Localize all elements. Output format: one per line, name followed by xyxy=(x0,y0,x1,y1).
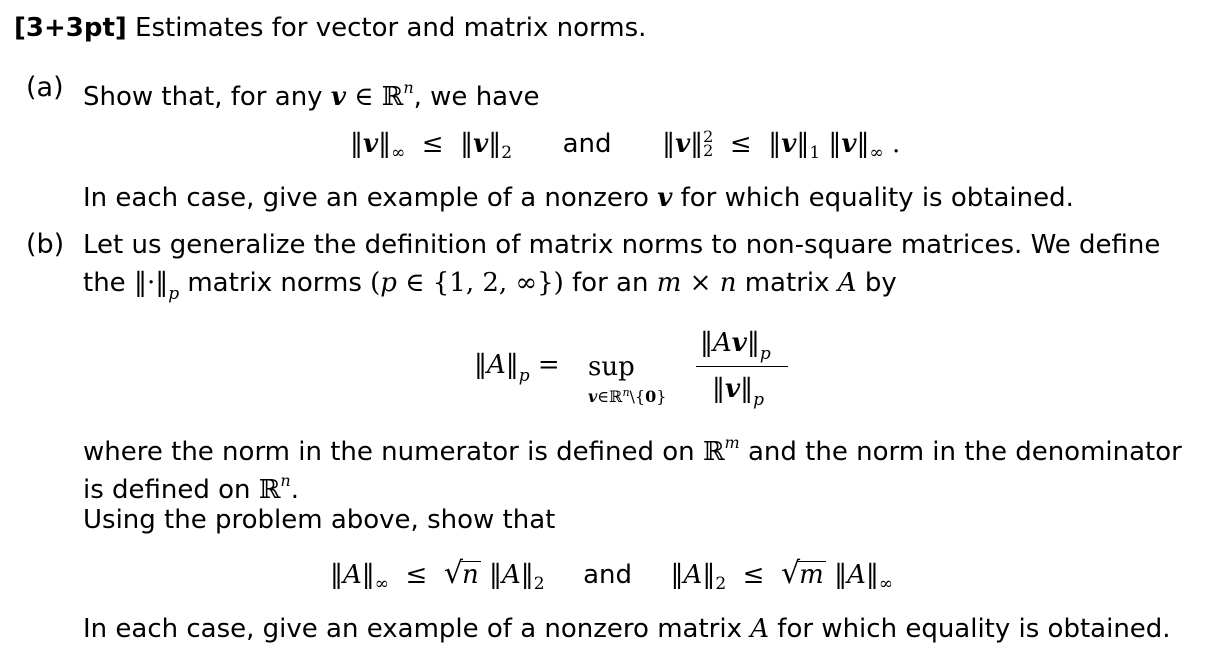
norm-inf-A: $‖A‖_\infty$ xyxy=(330,560,389,594)
norm-2-v: $‖v‖_2$ xyxy=(460,129,513,163)
part-a-intro: Show that, for any v ∈ ℝ$^n$, we have xyxy=(83,78,540,112)
sup-operator: sup xyxy=(588,352,635,382)
and-word-2: and xyxy=(583,560,633,590)
norm-inf-v-2: $‖v‖_\infty$ xyxy=(828,129,884,163)
matrix-norm-definition xyxy=(474,328,814,418)
sqrt-m: m xyxy=(799,560,824,590)
part-a-display-equation: $‖v‖_\infty$ ≤ $‖v‖_2$ and ‖v‖ 2 2 ≤ $‖v‖_1$ $‖v‖_\infty$ . xyxy=(350,127,901,163)
problem-title xyxy=(14,12,646,44)
part-a-example-text: In each case, give an example of a nonzero v for which equality is obtained. xyxy=(83,183,1074,213)
fraction-denominator: $‖v‖_p$ xyxy=(712,374,764,410)
and-word: and xyxy=(562,129,612,159)
part-b-label: (b) xyxy=(26,229,65,260)
part-b-example-text: In each case, give an example of a nonzero matrix A for which equality is obtained. xyxy=(83,614,1171,644)
part-a-label: (a) xyxy=(26,72,64,103)
part-b-line1: Let us generalize the definition of matrix norms to non-square matrices. We define xyxy=(83,230,1161,260)
norm-2-A: $‖A‖_2$ xyxy=(488,560,545,594)
formula-lhs: $‖A‖_p$ = xyxy=(474,350,560,386)
part-b-where-line1: where the norm in the numerator is defined on ℝ$^m$ and the norm in the denominator xyxy=(83,433,1182,467)
norm-1-v: $‖v‖_1$ xyxy=(768,129,821,163)
norm-2-squared-v: ‖v‖ 2 2 xyxy=(662,127,714,160)
norm-inf-A-2: $‖A‖_\infty$ xyxy=(834,560,894,594)
part-b-display-equation: $‖A‖_\infty \le √n$ $‖A‖_2$ and $‖A‖_2 \le √m$ $‖A‖_\infty$ xyxy=(330,556,894,594)
part-b-line2: the $‖\cdot‖_p$ matrix norms (p ∈ {1, 2, ∞}) for an m × n matrix A by xyxy=(83,268,897,304)
norm-2-A-2: $‖A‖_2$ xyxy=(670,560,727,594)
fraction-bar xyxy=(696,366,788,367)
title-text: Estimates for vector and matrix norms. xyxy=(135,13,647,43)
points-label: [3+3pt] xyxy=(14,13,127,43)
sup-subscript: v∈ℝ$^n$\{0} xyxy=(588,386,667,406)
sqrt-n: n xyxy=(461,560,479,590)
part-b-using-line: Using the problem above, show that xyxy=(83,505,556,535)
norm-inf-v: $‖v‖_\infty$ xyxy=(350,129,406,163)
part-b-where-line2: is defined on ℝ$^n$. xyxy=(83,471,299,505)
fraction-numerator: $‖Av‖_p$ xyxy=(700,328,771,364)
